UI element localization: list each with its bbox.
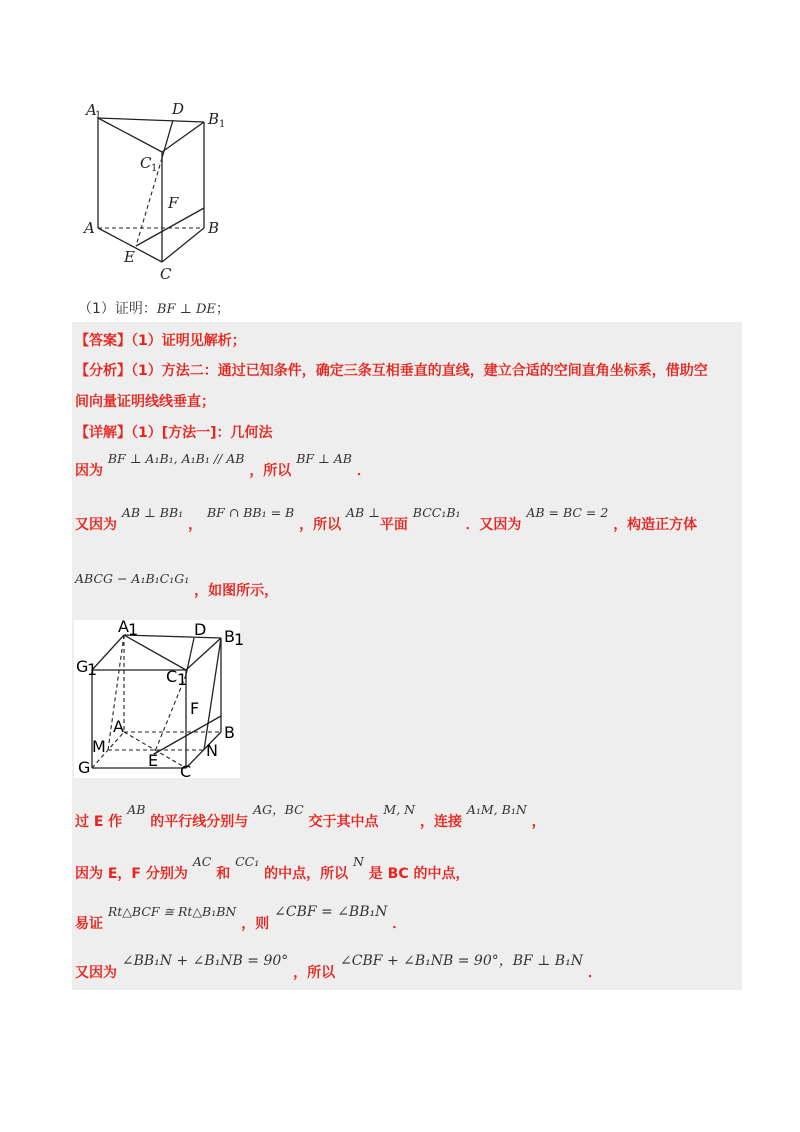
cube-figure (74, 617, 245, 781)
step-4-text-c: 交于其中点 (308, 814, 379, 830)
step-4-math-a: AB (127, 802, 146, 817)
label-c1-sub: 1 (151, 163, 158, 174)
analysis-line-2 (75, 391, 215, 411)
part-1-prefix: （1）证明： (78, 301, 157, 317)
step-2-math-c: AB ⊥ (345, 505, 380, 520)
answer-line (75, 330, 246, 350)
cube-label-d: D (194, 620, 207, 639)
step-6-math-b: ∠CBF = ∠BB₁N (274, 904, 388, 920)
step-5-text-b: 和 (216, 866, 231, 882)
cube-label-g1-sub: 1 (87, 660, 98, 679)
step-5-math-a: AC (192, 854, 212, 869)
step-2-text-d: 平面 (379, 517, 408, 533)
step-2 (75, 505, 698, 534)
step-5-text-d: 是 BC 的中点， (368, 866, 470, 882)
cube-label-b1-sub: 1 (234, 630, 245, 649)
analysis-text-1: （1）方法二：通过已知条件，确定三条互相垂直的直线，建立合适的空间直角坐标系，借助空 (131, 363, 708, 379)
label-f: F (168, 194, 179, 212)
step-7-text-b: ，所以 (293, 965, 336, 981)
step-6-text-b: ，则 (241, 916, 270, 932)
cube-label-e: E (148, 751, 159, 770)
step-4-text-e: ， (531, 814, 546, 830)
answer-tag: 【答案】 (75, 333, 131, 349)
cube-label-b1: B (224, 627, 235, 646)
step-4-text-b: 的平行线分别与 (150, 814, 249, 830)
step-4-math-b: AG，BC (253, 802, 304, 817)
step-7 (75, 953, 602, 982)
step-4-text-a: 过 E 作 (75, 814, 123, 830)
step-1-text-b: ，所以 (249, 463, 292, 479)
step-6-text-c: ． (392, 916, 407, 932)
step-5 (75, 854, 470, 883)
step-4-math-d: A₁M, B₁N (466, 802, 527, 817)
prism-figure (80, 100, 240, 285)
label-b1: B (208, 110, 220, 128)
step-7-text-c: ． (587, 965, 602, 981)
cube-label-c: C (180, 762, 192, 781)
prism-diagram (80, 100, 240, 285)
label-a1: A (86, 101, 97, 119)
step-2-math-d: BCC₁B₁ (412, 505, 461, 520)
step-7-text-a: 又因为 (75, 965, 117, 981)
step-4-text-d: ，连接 (419, 814, 462, 830)
cube-label-c1-sub: 1 (177, 670, 188, 689)
detail-text: （1）[方法一]：几何法 (131, 425, 273, 441)
part-1-suffix: ； (215, 301, 230, 317)
label-a: A (84, 219, 95, 237)
cube-label-b: B (224, 723, 235, 742)
step-1-text-c: ． (356, 463, 371, 479)
step-2-text-a: 又因为 (75, 517, 117, 533)
step-5-math-c: N (352, 854, 364, 869)
analysis-tag: 【分析】 (75, 363, 131, 379)
step-2-math-b: BF ∩ BB₁ = B (206, 505, 295, 520)
cube-label-n: N (206, 741, 218, 760)
step-1-math-b: BF ⊥ AB (296, 451, 352, 466)
step-3-math-a: ABCG − A₁B₁C₁G₁ (75, 571, 190, 586)
label-c: C (160, 265, 172, 283)
cube-diagram (74, 617, 245, 781)
cube-label-g1: G (76, 657, 89, 676)
step-3-text-a: ，如图所示， (194, 583, 279, 599)
analysis-text-2: 间向量证明线线垂直； (75, 394, 215, 410)
step-2-math-e: AB = BC = 2 (526, 505, 609, 520)
label-a1-sub: 1 (95, 110, 102, 121)
cube-label-a: A (113, 717, 124, 736)
detail-line (75, 422, 273, 442)
cube-label-c1: C (166, 667, 178, 686)
step-3 (75, 571, 279, 600)
label-e: E (124, 248, 135, 266)
question-part-1 (78, 298, 230, 318)
label-b: B (208, 219, 220, 237)
step-6-math-a: Rt△BCF ≅ Rt△B₁BN (107, 904, 237, 919)
step-1-math-a: BF ⊥ A₁B₁, A₁B₁ // AB (107, 451, 245, 466)
step-5-math-b: CC₁ (235, 854, 260, 869)
cube-label-m: M (92, 737, 106, 756)
cube-label-a1: A (118, 617, 129, 636)
step-2-text-b: ， (188, 517, 203, 533)
step-2-math-a: AB ⊥ BB₁ (121, 505, 184, 520)
step-7-math-a: ∠BB₁N + ∠B₁NB = 90° (121, 953, 289, 969)
step-7-math-b: ∠CBF + ∠B₁NB = 90°，BF ⊥ B₁N (340, 953, 583, 969)
label-b1-sub: 1 (219, 119, 226, 130)
label-c1: C (140, 154, 152, 172)
analysis-line-1 (75, 360, 708, 380)
detail-tag: 【详解】 (75, 425, 131, 441)
step-5-text-c: 的中点，所以 (264, 866, 349, 882)
step-5-text-a: 因为 E，F 分别为 (75, 866, 188, 882)
cube-label-f: F (190, 699, 200, 718)
cube-label-a1-sub: 1 (128, 620, 139, 639)
step-6 (75, 904, 407, 933)
step-2-text-f: ，构造正方体 (613, 517, 698, 533)
step-2-text-c: ，所以 (299, 517, 342, 533)
step-2-text-e: ．又因为 (465, 517, 522, 533)
step-4-math-c: M, N (383, 802, 416, 817)
step-6-text-a: 易证 (75, 916, 103, 932)
part-1-math: BF ⊥ DE (156, 302, 216, 317)
cube-label-g: G (78, 758, 91, 777)
answer-text: （1）证明见解析； (131, 333, 246, 349)
step-1-text-a: 因为 (75, 463, 103, 479)
label-d: D (172, 100, 185, 118)
step-1 (75, 451, 371, 480)
step-4 (75, 802, 546, 831)
